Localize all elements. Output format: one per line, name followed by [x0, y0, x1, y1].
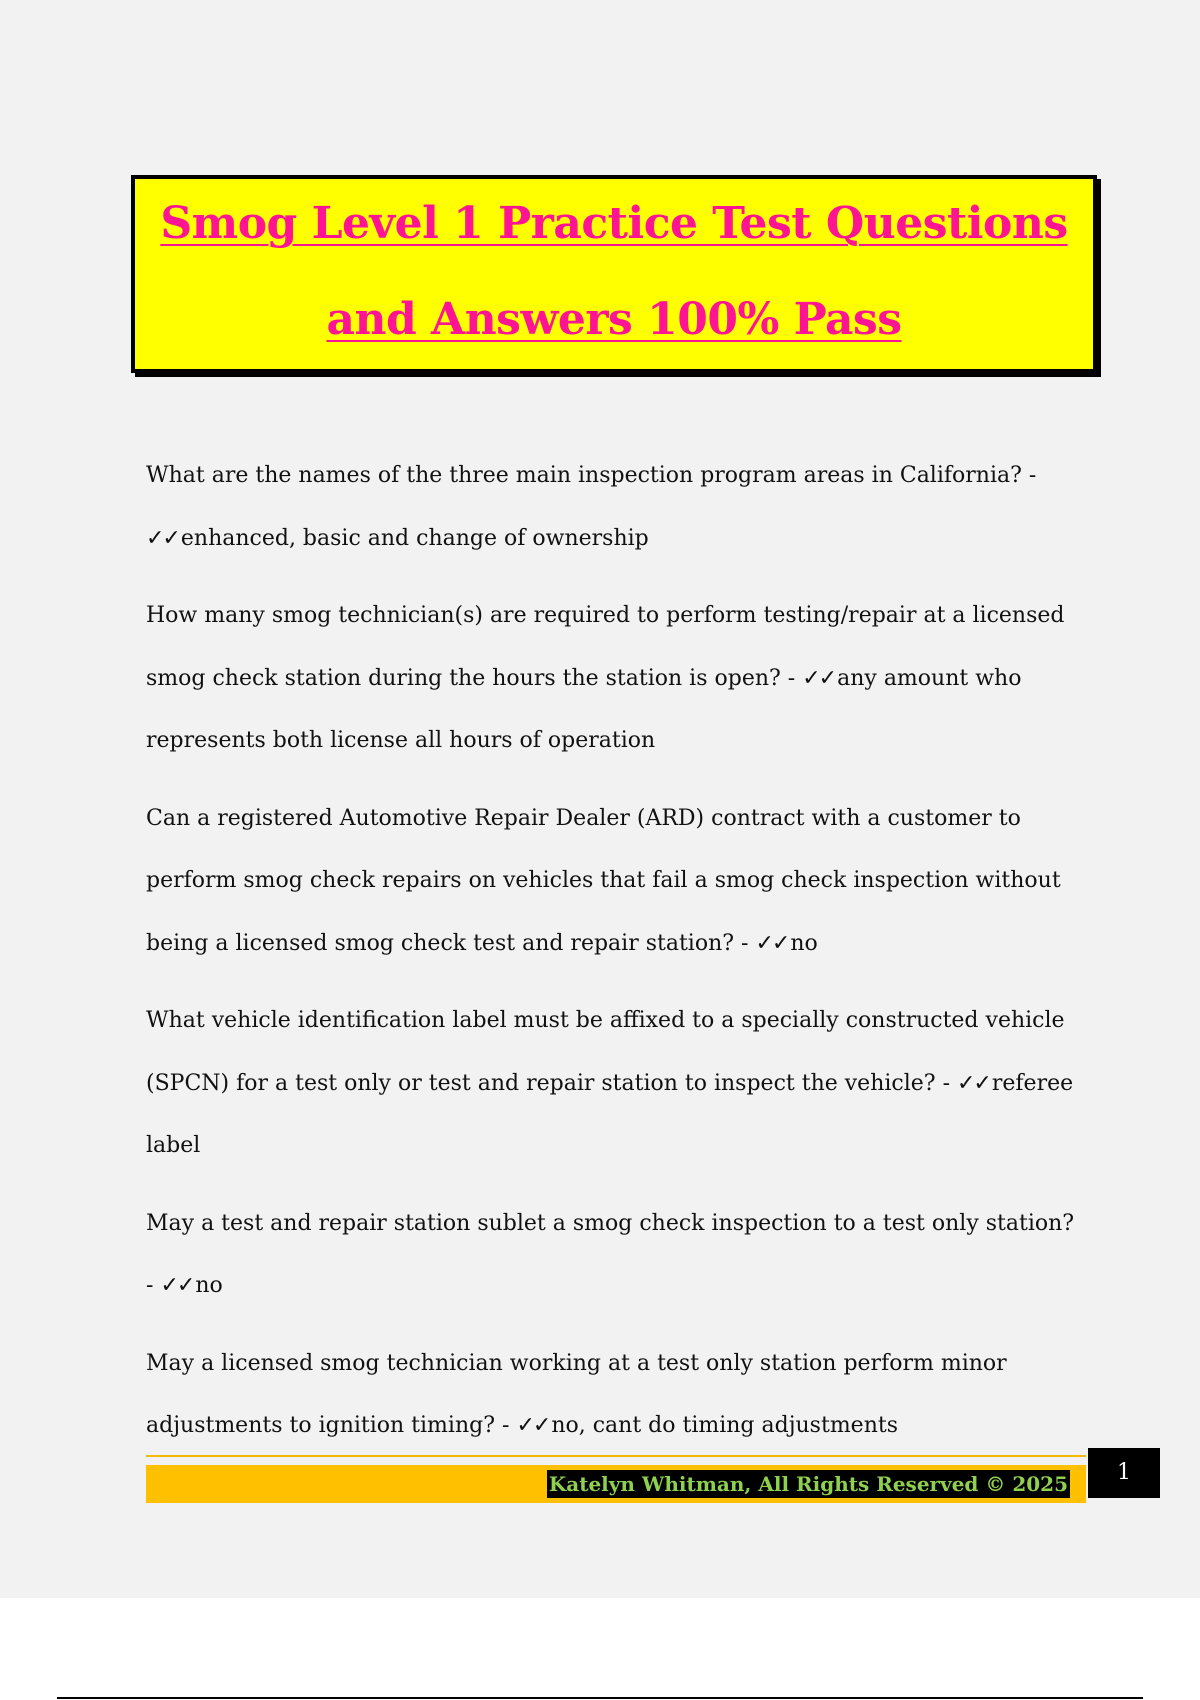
- document-title-line-2: and Answers 100% Pass: [326, 294, 902, 345]
- question-text: What are the names of the three main inspection program areas in California? -: [146, 463, 1037, 488]
- qa-list: [146, 445, 1086, 1473]
- qa-item: [146, 788, 1086, 976]
- question-text: May a test and repair station sublet a smog check inspection to a test only station? -: [146, 1210, 1075, 1298]
- double-check-icon: ✓✓: [755, 930, 789, 956]
- question-text: May a licensed smog technician working at a test only station perform minor adjustments to ignition timing? -: [146, 1350, 1007, 1438]
- page-number: 1: [1088, 1448, 1160, 1498]
- answer-text: enhanced, basic and change of ownership: [180, 525, 649, 551]
- question-text: How many smog technician(s) are required to perform testing/repair at a licensed smog check station during the hours the station is open? -: [146, 603, 1065, 691]
- answer-text: no: [790, 930, 818, 956]
- double-check-icon: ✓✓: [146, 525, 179, 551]
- document-title-line-1: Smog Level 1 Practice Test Questions: [160, 198, 1068, 249]
- title-banner: [131, 175, 1097, 373]
- qa-item: [146, 1333, 1086, 1458]
- footer-bar: [146, 1465, 1086, 1503]
- answer-text: referee label: [146, 1070, 1074, 1158]
- bottom-divider: [57, 1697, 1143, 1699]
- copyright-text: Katelyn Whitman, All Rights Reserved © 2025: [548, 1472, 1068, 1496]
- question-text: What vehicle identification label must be affixed to a specially constructed vehicle (SPCN) for a test only or test and repair station to inspect the vehicle? -: [146, 1008, 1065, 1096]
- qa-item: [146, 990, 1086, 1178]
- qa-item: [146, 585, 1086, 773]
- double-check-icon: ✓✓: [516, 1413, 550, 1438]
- answer-text: no: [195, 1273, 223, 1298]
- answer-text: any amount who represents both license all hours of operation: [146, 665, 1022, 753]
- double-check-icon: ✓✓: [957, 1070, 990, 1096]
- double-check-icon: ✓✓: [802, 665, 836, 691]
- qa-item: [146, 445, 1086, 570]
- double-check-icon: ✓✓: [160, 1273, 194, 1298]
- qa-item: [146, 1193, 1086, 1318]
- footer-divider: [146, 1455, 1086, 1457]
- question-text: Can a registered Automotive Repair Dealer (ARD) contract with a customer to perform smog check repairs on vehicles that fail a smog check inspection without being a licensed smog check test and repair station? -: [146, 805, 1061, 956]
- answer-text: no, cant do timing adjustments: [551, 1413, 898, 1438]
